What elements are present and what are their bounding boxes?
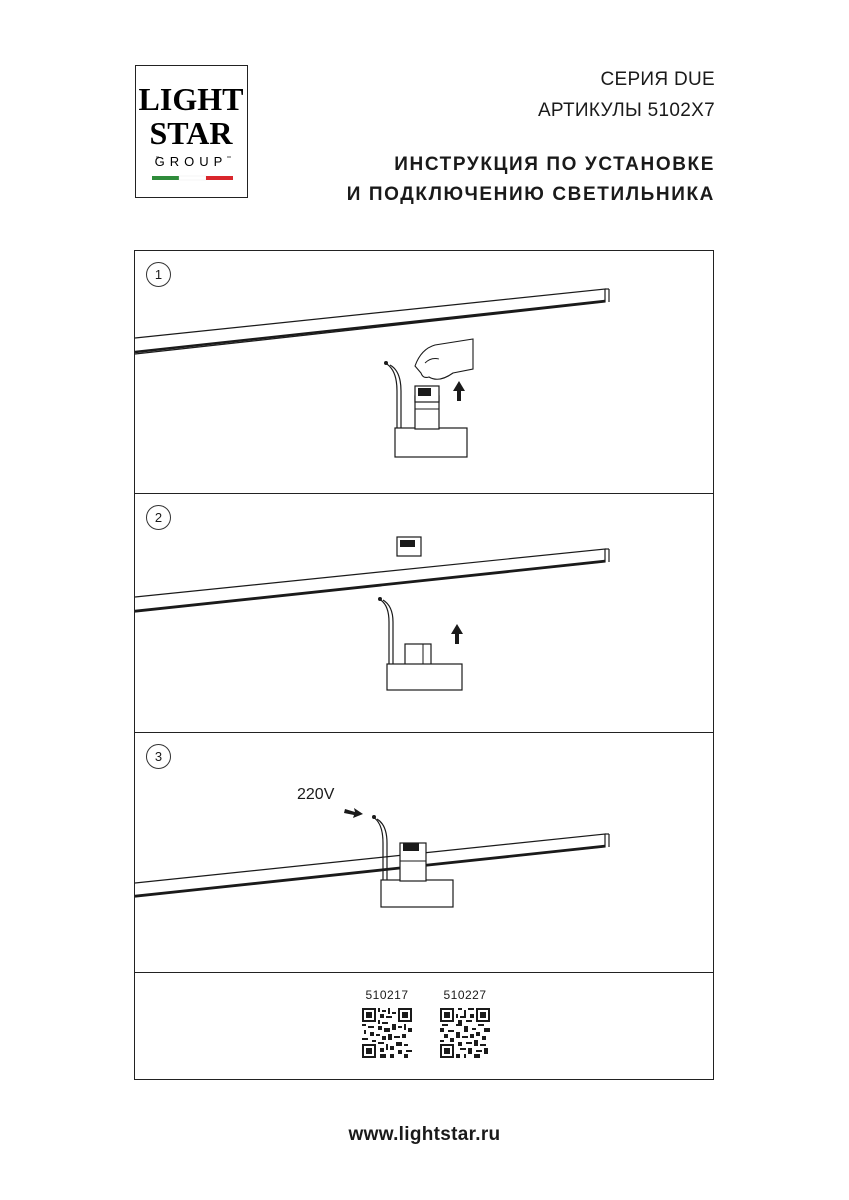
step-1-panel (135, 251, 713, 494)
qr-article-code: 510217 (365, 988, 409, 1002)
brand-logo (135, 65, 248, 198)
arrow-up-icon (451, 624, 463, 644)
wall-mount-base (395, 428, 467, 457)
qr-code-icon[interactable] (362, 1008, 412, 1058)
logo-text-star: STAR (149, 115, 233, 151)
website-url[interactable]: www.lightstar.ru (348, 1124, 501, 1145)
step-number: 3 (146, 744, 171, 769)
flag-white-stripe (179, 176, 206, 180)
step-number: 1 (146, 262, 171, 287)
instruction-frame (134, 250, 714, 1080)
step-1-illustration (135, 251, 713, 494)
voltage-label: 220V (297, 786, 335, 803)
flag-green-stripe (152, 176, 179, 180)
step-number: 2 (146, 505, 171, 530)
series-header (538, 64, 715, 126)
series-name: СЕРИЯ DUE (600, 69, 715, 90)
mount-clip (403, 843, 419, 851)
step-2-illustration (135, 494, 713, 733)
wall-mount-base (387, 664, 462, 690)
article-numbers: АРТИКУЛЫ 5102X7 (537, 100, 715, 121)
wall-mount-base (381, 880, 453, 907)
arrow-right-icon (344, 808, 363, 818)
document-title (347, 150, 715, 210)
logo-text-light: LIGHT (138, 81, 244, 117)
step-3-panel (135, 733, 713, 973)
qr-panel (135, 973, 713, 1079)
hand-icon (415, 339, 473, 379)
arrow-up-icon (453, 381, 465, 401)
qr-block-2 (435, 988, 495, 1063)
step-2-panel (135, 494, 713, 733)
flag-red-stripe (206, 176, 233, 180)
qr-block-1 (357, 988, 417, 1063)
qr-code-icon[interactable] (440, 1008, 490, 1058)
title-line-2: И ПОДКЛЮЧЕНИЮ СВЕТИЛЬНИКА (346, 184, 715, 205)
step-3-illustration (135, 733, 713, 973)
logo-text-group: GROUP (154, 154, 228, 169)
title-line-1: ИНСТРУКЦИЯ ПО УСТАНОВКЕ (394, 154, 715, 175)
qr-article-code: 510227 (443, 988, 487, 1002)
